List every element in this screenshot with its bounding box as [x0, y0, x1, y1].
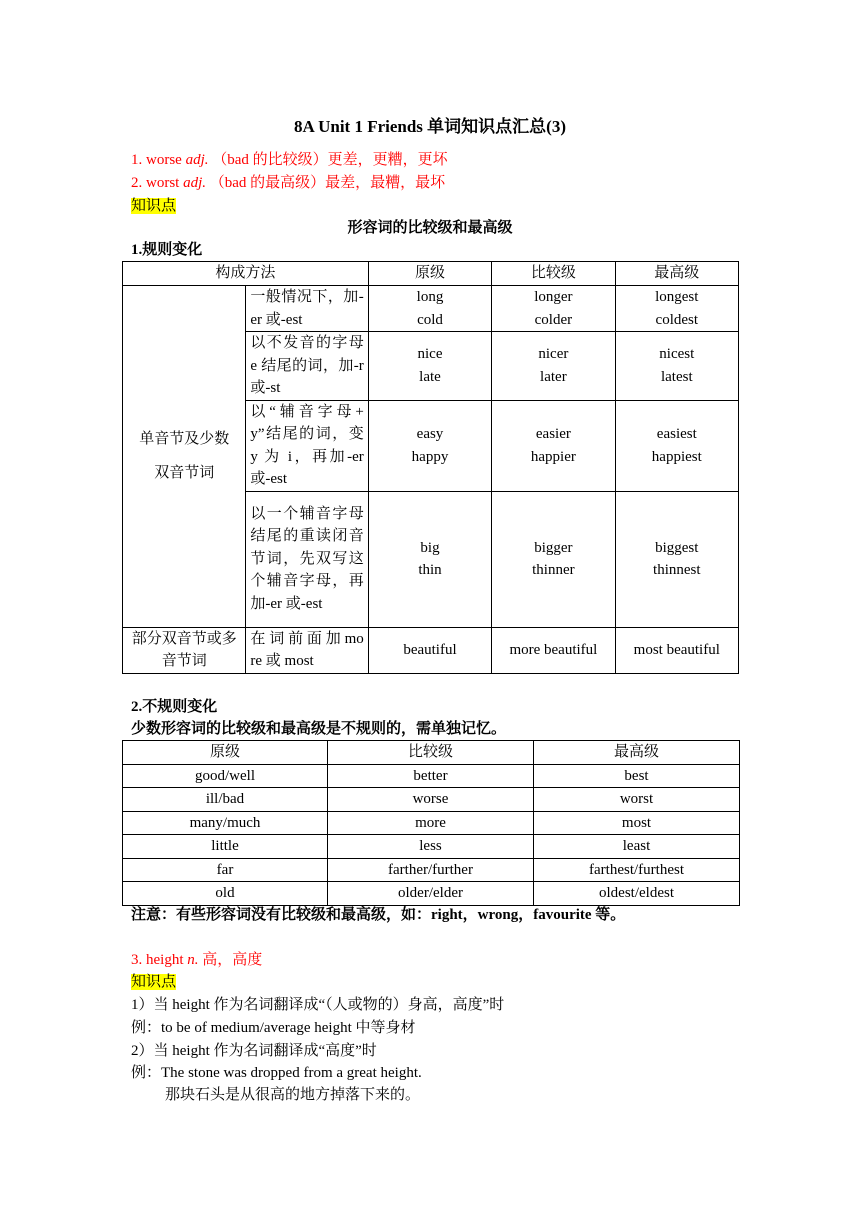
base-cell: little: [123, 835, 328, 859]
superlative-cell: best: [534, 764, 740, 788]
knowledge-highlight: 知识点: [131, 198, 177, 214]
height-note-2: 2）当 height 作为名词翻译成“高度”时: [131, 1043, 377, 1059]
comparative-cell: nicer later: [492, 332, 615, 401]
part-of-speech: adj.: [183, 175, 207, 191]
rule-cell: 在 词 前 面 加 more 或 most: [246, 627, 368, 673]
comparative-cell: more: [328, 811, 534, 835]
superlative-cell: most: [534, 811, 740, 835]
comparative-cell: less: [328, 835, 534, 859]
regular-heading: 1.规则变化: [131, 242, 203, 258]
height-example-2-translation: 那块石头是从很高的地方掉落下来的。: [165, 1087, 421, 1103]
entry-definition: （bad 的比较级）更差，更糟，更坏: [208, 152, 448, 168]
base-cell: nice late: [368, 332, 491, 401]
table-row: [123, 788, 740, 812]
base-cell: far: [123, 858, 328, 882]
entry-number: 3. height: [131, 952, 188, 968]
base-cell: big thin: [368, 491, 491, 627]
entry-height: [131, 949, 262, 971]
header-method: 构成方法: [123, 262, 369, 286]
comparative-cell: farther/further: [328, 858, 534, 882]
comparative-cell: older/elder: [328, 882, 534, 906]
table-row: [123, 858, 740, 882]
irregular-intro: 少数形容词的比较级和最高级是不规则的，需单独记忆。: [131, 721, 507, 737]
table-row: [123, 882, 740, 906]
comparative-cell: longer colder: [492, 286, 615, 332]
header-comparative: 比较级: [328, 741, 534, 765]
height-example-2: 例：The stone was dropped from a great height.: [131, 1065, 422, 1081]
superlative-cell: easiest happiest: [615, 400, 738, 491]
base-cell: ill/bad: [123, 788, 328, 812]
superlative-cell: oldest/eldest: [534, 882, 740, 906]
header-base: 原级: [123, 741, 328, 765]
irregular-table: [122, 740, 740, 906]
irregular-note: 注意：有些形容词没有比较级和最高级，如：right，wrong，favourite 等。: [131, 907, 626, 923]
header-superlative: 最高级: [534, 741, 740, 765]
rule-cell: 以不发音的字母 e 结尾的词，加-r 或-st: [246, 332, 368, 401]
superlative-cell: worst: [534, 788, 740, 812]
entry-number: 1. worse: [131, 152, 186, 168]
superlative-cell: longest coldest: [615, 286, 738, 332]
entry-number: 2. worst: [131, 175, 184, 191]
header-comparative: 比较级: [492, 262, 615, 286]
base-cell: good/well: [123, 764, 328, 788]
comparative-cell: bigger thinner: [492, 491, 615, 627]
part-of-speech: adj.: [185, 152, 209, 168]
entry-worst: [131, 172, 445, 194]
part-of-speech: n.: [187, 952, 199, 968]
header-base: 原级: [368, 262, 491, 286]
group-label-monosyllabic: 单音节及少数 双音节词: [123, 286, 246, 628]
table-row: [123, 835, 740, 859]
comparative-cell: worse: [328, 788, 534, 812]
table-row: [123, 286, 739, 332]
table-row: [123, 764, 740, 788]
comparative-cell: more beautiful: [492, 627, 615, 673]
knowledge-label: [131, 971, 176, 993]
document-title: 8A Unit 1 Friends 单词知识点汇总(3): [294, 117, 566, 136]
superlative-cell: farthest/furthest: [534, 858, 740, 882]
superlative-cell: least: [534, 835, 740, 859]
rule-cell: 以“辅音字母+y”结尾的词，变 y 为 i，再加-er 或-est: [246, 400, 368, 491]
entry-worse: [131, 149, 448, 171]
base-cell: old: [123, 882, 328, 906]
comparative-cell: easier happier: [492, 400, 615, 491]
table-header-row: [123, 741, 740, 765]
base-cell: easy happy: [368, 400, 491, 491]
entry-definition: （bad 的最高级）最差，最糟，最坏: [206, 175, 446, 191]
table-row: [123, 627, 739, 673]
height-example-1: 例：to be of medium/average height 中等身材: [131, 1020, 416, 1036]
header-superlative: 最高级: [615, 262, 738, 286]
entry-definition: 高，高度: [198, 952, 263, 968]
irregular-heading: 2.不规则变化: [131, 699, 218, 715]
knowledge-label: [131, 195, 176, 217]
superlative-cell: most beautiful: [615, 627, 738, 673]
table-header-row: [123, 262, 739, 286]
knowledge-highlight: 知识点: [131, 974, 177, 990]
base-cell: many/much: [123, 811, 328, 835]
section-title: 形容词的比较级和最高级: [347, 220, 513, 236]
regular-table: [122, 261, 739, 674]
superlative-cell: biggest thinnest: [615, 491, 738, 627]
group-label-polysyllabic: 部分双音节或多音节词: [123, 627, 246, 673]
base-cell: beautiful: [368, 627, 491, 673]
table-row: [123, 811, 740, 835]
base-cell: long cold: [368, 286, 491, 332]
comparative-cell: better: [328, 764, 534, 788]
height-note-1: 1）当 height 作为名词翻译成“（人或物的）身高，高度”时: [131, 997, 505, 1013]
rule-cell: 一般情况下，加-er 或-est: [246, 286, 368, 332]
rule-cell: 以一个辅音字母结尾的重读闭音节词，先双写这个辅音字母，再加-er 或-est: [246, 491, 368, 627]
superlative-cell: nicest latest: [615, 332, 738, 401]
